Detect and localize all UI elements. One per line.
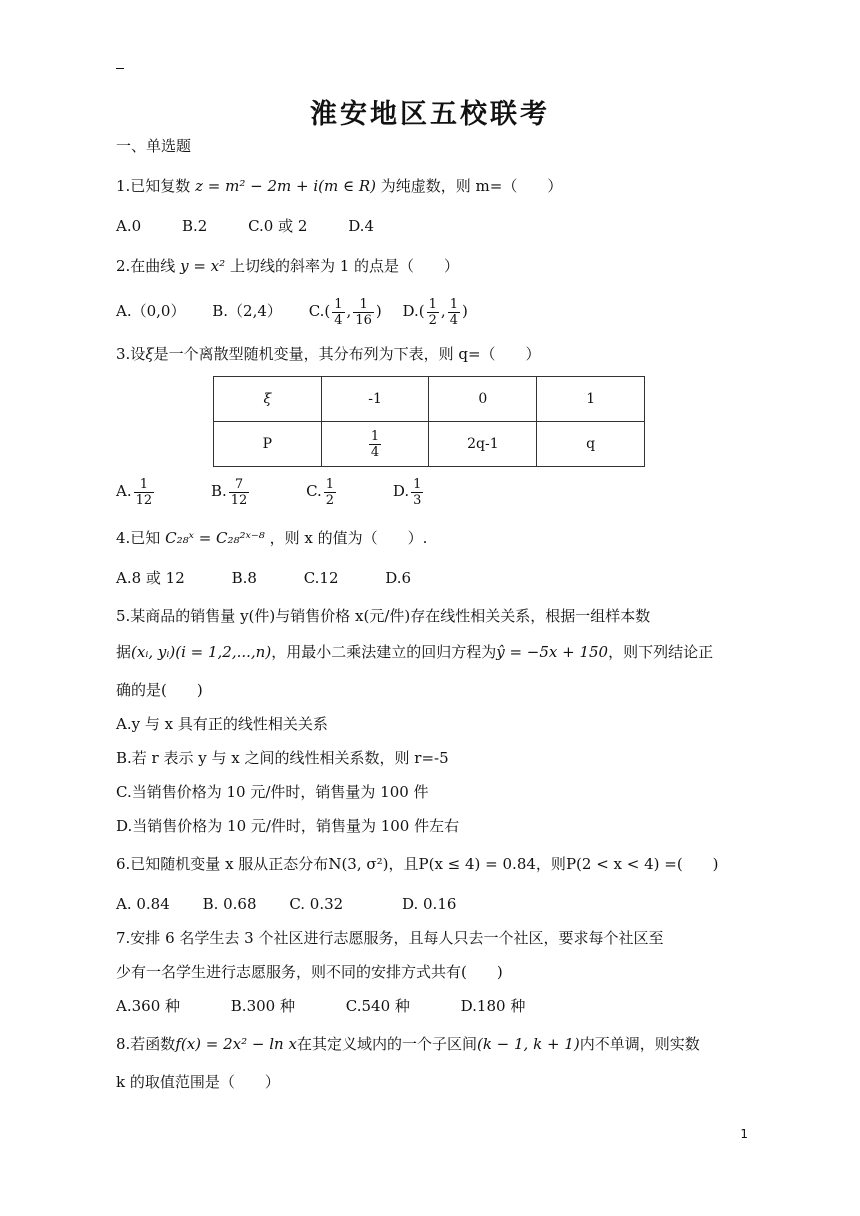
q8-prefix: 8.若函数 — [116, 1035, 176, 1053]
question-6 — [116, 854, 764, 874]
q5-option-d: D.当销售价格为 10 元/件时，销售量为 100 件左右 — [116, 817, 460, 835]
frac-den: 12 — [230, 492, 248, 508]
q2-c-frac-1 — [332, 297, 344, 328]
q2-option-c: C.( $\frac{1}{4}$ , $\frac{1}{16}$ ) — [308, 296, 382, 328]
q7-line-1: 7.安排 6 名学生去 3 个社区进行志愿服务，且每人只去一个社区，要求每个社区至 — [116, 929, 664, 947]
q4-option-b: B.8 — [231, 569, 257, 587]
question-2 — [116, 256, 764, 276]
q1-option-c: C.0 或 2 — [248, 217, 308, 235]
frac-den: 4 — [449, 312, 458, 328]
q4-options — [116, 568, 764, 588]
q2-c-frac-2 — [353, 297, 374, 328]
q2-option-a: A.（0,0） — [116, 302, 186, 320]
q1-options — [116, 216, 764, 236]
frac-num: 1 — [334, 296, 343, 312]
q3-option-c — [306, 476, 338, 508]
q8-line-2: k 的取值范围是（ ） — [116, 1073, 280, 1091]
q6-option-b: B. 0.68 — [202, 895, 257, 913]
q3-prefix: 3.设 — [116, 345, 146, 363]
q3-d-frac — [411, 477, 423, 508]
frac-den: 2 — [428, 312, 437, 328]
q6-option-a: A. 0.84 — [116, 895, 170, 913]
q3-options — [116, 476, 764, 508]
page-number: 1 — [740, 1127, 748, 1141]
q1-prefix: 1.已知复数 — [116, 177, 191, 195]
q6-formula-1: N(3, σ²) — [328, 855, 389, 873]
frac-den: 2 — [325, 492, 335, 508]
q7-options — [116, 996, 764, 1016]
q2-prefix: 2.在曲线 — [116, 257, 176, 275]
q3-option-d-label: D. — [392, 482, 410, 500]
q7-option-b: B.300 种 — [230, 997, 295, 1015]
frac-den: 4 — [334, 312, 343, 328]
q2-option-d: D.( $\frac{1}{2}$ , $\frac{1}{4}$ ) — [402, 296, 468, 328]
q3-b-frac — [229, 477, 250, 508]
q3-option-a-label: A. — [116, 482, 132, 500]
table-cell — [321, 422, 429, 467]
table-cell: P — [214, 422, 322, 467]
question-1 — [116, 176, 764, 196]
q8-formula-2: (k − 1, k + 1) — [476, 1035, 580, 1053]
table-cell: 1 — [537, 377, 645, 422]
q7-option-d: D.180 种 — [460, 997, 526, 1015]
table-cell: 0 — [429, 377, 537, 422]
frac-num: 1 — [325, 476, 335, 492]
q2-option-d-label: D. — [402, 302, 419, 320]
question-4 — [116, 528, 764, 548]
q5-option-a: A.y 与 x 具有正的线性相关关系 — [116, 715, 328, 733]
q3-c-frac — [324, 477, 336, 508]
q6-mid: ，且 — [388, 855, 419, 873]
frac-num: 1 — [428, 296, 437, 312]
q3-option-a — [116, 476, 156, 508]
q6-formula-2: P(x ≤ 4) = 0.84 — [418, 855, 536, 873]
table-cell: -1 — [321, 377, 429, 422]
q5-line2-c: ，则下列结论正 — [608, 643, 714, 661]
header-dash — [116, 68, 124, 69]
q5-line-1: 5.某商品的销售量 y(件)与销售价格 x(元/件)存在线性相关关系，根据一组样本数 — [116, 607, 651, 625]
q4-option-a: A.8 或 12 — [116, 569, 185, 587]
question-3 — [116, 344, 764, 364]
q4-prefix: 4.已知 — [116, 529, 161, 547]
q2-option-c-label: C. — [308, 302, 325, 320]
q7-option-c: C.540 种 — [345, 997, 410, 1015]
frac-num: 1 — [449, 296, 458, 312]
table-row — [214, 422, 645, 467]
question-8 — [116, 1034, 764, 1054]
q1-option-a: A.0 — [116, 217, 142, 235]
page-title: 淮安地区五校联考 — [310, 99, 550, 130]
q3-option-b — [211, 476, 251, 508]
frac-num: 1 — [353, 297, 374, 313]
q5-line-3: 确的是( ) — [116, 681, 203, 699]
q5-option-b: B.若 r 表示 y 与 x 之间的线性相关系数，则 r=-5 — [116, 749, 449, 767]
q3-a-frac — [134, 477, 155, 508]
q1-option-b: B.2 — [181, 217, 208, 235]
q6-option-d: D. 0.16 — [401, 895, 457, 913]
q5-formula-2: ŷ = −5x + 150 — [496, 643, 609, 661]
q7-line-2: 少有一名学生进行志愿服务，则不同的安排方式共有( ) — [116, 963, 503, 981]
q2-d-frac-2 — [448, 297, 460, 328]
q6-option-c: C. 0.32 — [289, 895, 344, 913]
q5-line2-b: ，用最小二乘法建立的回归方程为 — [271, 643, 497, 661]
q4-option-d: D.6 — [385, 569, 412, 587]
q3-xi: ξ — [145, 345, 154, 363]
q2-option-b: B.（2,4） — [212, 302, 282, 320]
q6-prefix: 6.已知随机变量 x 服从正态分布 — [116, 855, 329, 873]
section-heading: 一、单选题 — [116, 137, 192, 155]
q2-d-frac-1 — [427, 297, 439, 328]
q2-suffix: 上切线的斜率为 1 的点是（ ） — [229, 257, 460, 275]
q8-formula-1: f(x) = 2x² − ln x — [175, 1035, 297, 1053]
q3-option-d — [393, 476, 426, 508]
q6-options — [116, 894, 764, 914]
q5-option-c: C.当销售价格为 10 元/件时，销售量为 100 件 — [116, 783, 429, 801]
q1-option-d: D.4 — [348, 217, 374, 235]
q3-option-b-label: B. — [210, 482, 227, 500]
distribution-table — [213, 376, 645, 467]
table-row — [214, 377, 645, 422]
frac-den: 16 — [355, 312, 372, 328]
frac-num: 1 — [134, 477, 155, 493]
q3-option-c-label: C. — [306, 482, 322, 500]
q4-suffix: ，则 x 的值为（ ）. — [269, 529, 428, 547]
q6-mid2: ，则 — [535, 855, 566, 873]
q5-line-2 — [116, 642, 764, 662]
q3-suffix: 是一个离散型随机变量，其分布列为下表，则 q=（ ） — [153, 345, 541, 363]
frac-num: 1 — [413, 476, 422, 492]
q5-formula-1: (xᵢ, yᵢ)(i = 1,2,...,n) — [131, 643, 272, 661]
q8-mid: 在其定义域内的一个子区间 — [296, 1035, 477, 1053]
q8-suffix: 内不单调，则实数 — [579, 1035, 700, 1053]
frac-num: 1 — [370, 428, 380, 444]
table-frac — [369, 429, 381, 460]
q5-line2-a: 据 — [116, 643, 132, 661]
q4-formula: C₂₈ˣ = C₂₈²ˣ⁻⁸ — [165, 529, 265, 547]
frac-num: 7 — [229, 477, 250, 493]
frac-den: 4 — [370, 444, 380, 460]
table-cell: 2q-1 — [429, 422, 537, 467]
q1-formula: z = m² − 2m + i(m ∈ R) — [195, 177, 376, 195]
frac-den: 3 — [413, 492, 422, 508]
q4-option-c: C.12 — [303, 569, 339, 587]
frac-den: 12 — [135, 492, 153, 508]
q2-formula: y = x² — [180, 257, 226, 275]
q7-option-a: A.360 种 — [116, 997, 180, 1015]
table-cell: q — [537, 422, 645, 467]
q2-options — [116, 296, 764, 328]
q6-suffix: ( ) — [676, 855, 719, 873]
q1-suffix: 为纯虚数，则 m=（ ） — [380, 177, 563, 195]
q6-formula-3: P(2 < x < 4) = — [565, 855, 677, 873]
table-cell: ξ — [214, 377, 322, 422]
